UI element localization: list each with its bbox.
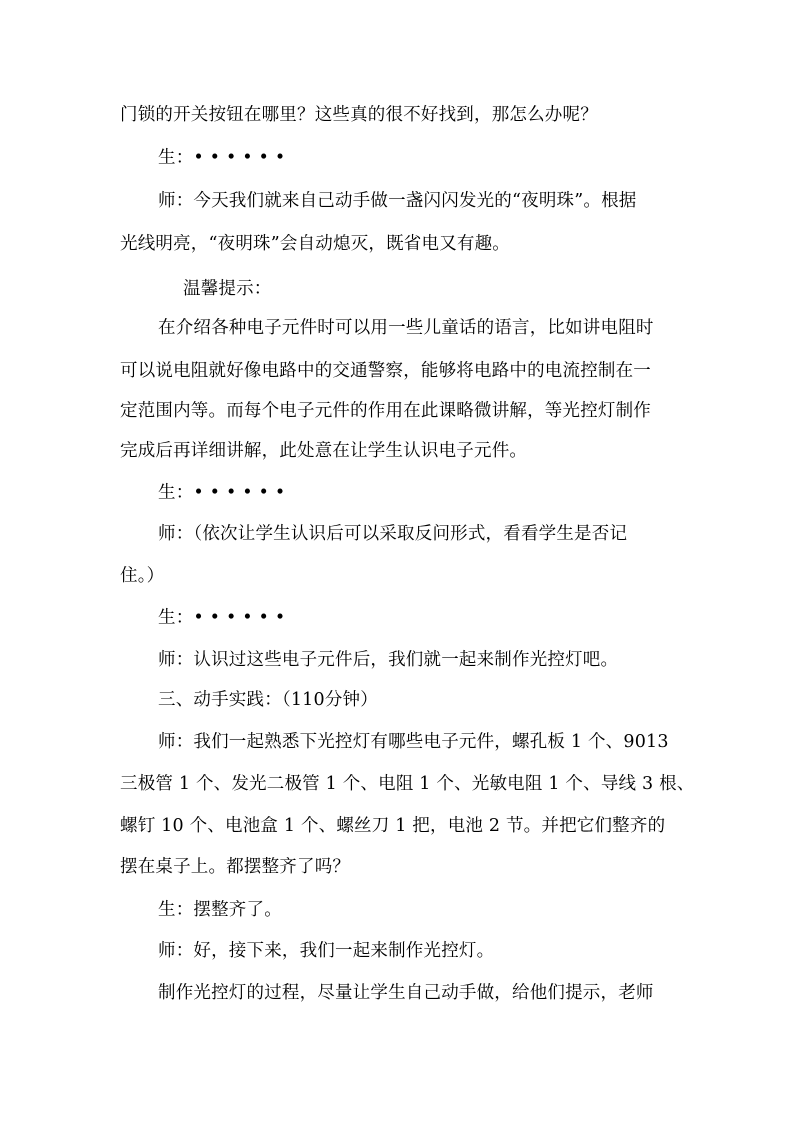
text-line-2: 光线明亮，“夜明珠”会自动熄灭，既省电又有趣。 bbox=[120, 234, 510, 254]
teacher-line-1: 师：今天我们就来自己动手做一盏闪闪发光的“夜明珠”。根据 bbox=[158, 191, 637, 211]
student-line-4: 生：摆整齐了。 bbox=[158, 900, 282, 920]
text-line-1: 门锁的开关按钮在哪里？这些真的很不好找到，那怎么办呢？ bbox=[120, 105, 598, 125]
text-line-4: 三极管 1 个、发光二极管 1 个、电阻 1 个、光敏电阻 1 个、导线 3 根、 bbox=[120, 774, 695, 794]
student-line-2: 生：• • • • • • bbox=[158, 483, 286, 503]
section-heading: 三、动手实践：（110分钟） bbox=[158, 690, 378, 710]
tip-line-1: 在介绍各种电子元件时可以用一些儿童话的语言，比如讲电阻时 bbox=[158, 318, 654, 338]
text-line-3: 住。） bbox=[120, 566, 165, 586]
tip-line-4: 完成后再详细讲解，此处意在让学生认识电子元件。 bbox=[120, 441, 528, 461]
tip-line-3: 定范围内等。而每个电子元件的作用在此课略微讲解，等光控灯制作 bbox=[120, 401, 651, 421]
teacher-line-4: 师：我们一起熟悉下光控灯有哪些电子元件，螺孔板 1 个、9013 bbox=[158, 732, 669, 752]
teacher-line-5: 师：好，接下来，我们一起来制作光控灯。 bbox=[158, 941, 495, 961]
student-line-1: 生：• • • • • • bbox=[158, 148, 286, 168]
student-line-3: 生：• • • • • • bbox=[158, 608, 286, 628]
text-line-5: 螺钉 10 个、电池盒 1 个、螺丝刀 1 把，电池 2 节。并把它们整齐的 bbox=[120, 816, 666, 836]
text-line-7: 制作光控灯的过程，尽量让学生自己动手做，给他们提示，老师 bbox=[158, 983, 654, 1003]
tip-heading: 温馨提示： bbox=[183, 279, 272, 299]
text-line-6: 摆在桌子上。都摆整齐了吗？ bbox=[120, 857, 351, 877]
teacher-line-2: 师：（依次让学生认识后可以采取反问形式，看看学生是否记 bbox=[158, 524, 628, 544]
teacher-line-3: 师：认识过这些电子元件后，我们就一起来制作光控灯吧。 bbox=[158, 650, 619, 670]
tip-line-2: 可以说电阻就好像电路中的交通警察，能够将电路中的电流控制在一 bbox=[120, 361, 651, 381]
